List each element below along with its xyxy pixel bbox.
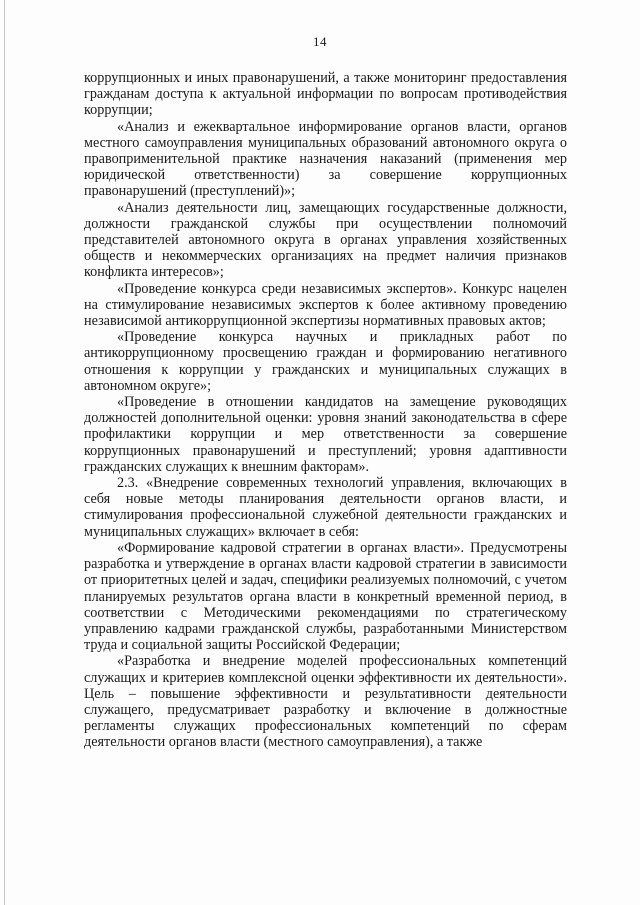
paragraph: «Проведение конкурса среди независимых экспертов». Конкурс нацелен на стимулирование независимых экспертов к более активному проведению независимой антикоррупционной экспертизы нормативных правовых актов; — [84, 280, 567, 330]
paragraph: «Формирование кадровой стратегии в органах власти». Предусмотрены разработка и утверждение в органах власти кадровой стратегии в зависимости от приоритетных целей и задач, специфики реализуемых полномочий, с учетом планируемых результатов органа власти в конкретный временной период, в соответствии с Методическими рекомендациями по стратегическому управлению кадрами гражданской службы, разработанными Министерством труда и социальной защиты Российской Федерации; — [84, 539, 567, 654]
section-paragraph: 2.3. «Внедрение современных технологий управления, включающих в себя новые методы планирования деятельности органов власти, и стимулирования профессиональной служебной деятельности гражданских и муниципальных служащих» включает в себя: — [84, 475, 567, 540]
document-body — [84, 70, 567, 751]
paragraph: «Проведение в отношении кандидатов на замещение руководящих должностей дополнительной оценки: уровня знаний законодательства в сфере профилактики коррупции и мер ответственности за совершение коррупционных правонарушений и преступлений; уровня адаптивности гражданских служащих к внешним факторам». — [84, 394, 567, 475]
paragraph: «Разработка и внедрение моделей профессиональных компетенций служащих и критериев комплексной оценки эффективности их деятельности». Цель – повышение эффективности и результативности деятельности служащего, предусматривает разработку и включение в должностные регламенты служащих профессиональных компетенций по сферам деятельности органов власти (местного самоуправления), а также — [84, 653, 567, 751]
paragraph-continuation: коррупционных и иных правонарушений, а также мониторинг предоставления гражданам доступа к актуальной информации по вопросам противодействия коррупции; — [84, 70, 567, 119]
paragraph: «Проведение конкурса научных и прикладных работ по антикоррупционному просвещению граждан и формированию негативного отношения к коррупции у гражданских и муниципальных служащих в автономном округе»; — [84, 329, 567, 394]
page-edge — [4, 0, 5, 905]
paragraph: «Анализ деятельности лиц, замещающих государственные должности, должности гражданской службы при осуществлении полномочий представителей автономного округа в органах управления хозяйственных обществ и некоммерческих организациях на предмет наличия признаков конфликта интересов»; — [84, 199, 567, 281]
paragraph: «Анализ и ежеквартальное информирование органов власти, органов местного самоуправления муниципальных образований автономного округа о правоприменительной практике назначения наказаний (применения мер юридической ответственности) за совершение коррупционных правонарушений (преступлений)»; — [84, 118, 567, 200]
page-number: 14 — [313, 34, 327, 49]
